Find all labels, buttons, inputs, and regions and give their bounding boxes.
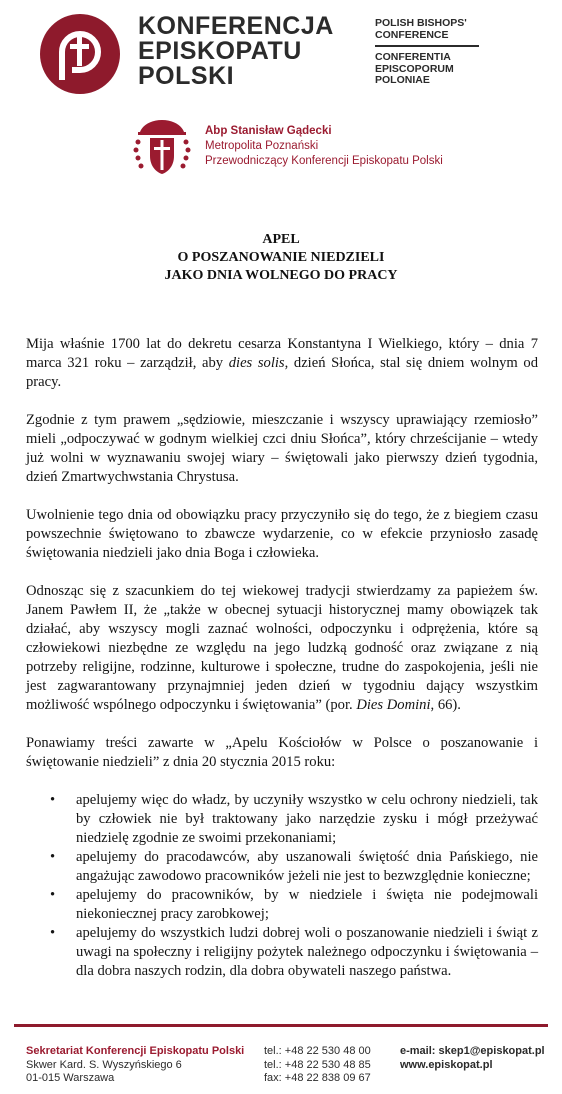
title-line: JAKO DNIA WOLNEGO DO PRACY xyxy=(164,268,398,283)
footer-street: Skwer Kard. S. Wyszyńskiego 6 xyxy=(26,1058,182,1071)
paragraph xyxy=(26,335,538,392)
coat-of-arms-icon xyxy=(132,116,192,178)
footer-fax: fax: +48 22 838 09 67 xyxy=(264,1072,371,1084)
paragraph-text: Odnosząc się z szacunkiem do tej wiekowej tradycji stwierdzamy za papieżem św. Janem Pawłem II, że „także w obecnej sytuacji historycznej mamy obowiązek tak działać, aby wszyscy mogli zaznać wolności, odpoczynku i odprężenia, które są człowiekowi niezbędne ze względu na jego ludzką godność oraz związane z nią potrzeby religijne, rodzinne, kulturowe i społeczne, trudne do zaspokojenia, jeśli nie jest zagwarantowany przynajmniej jeden dzień w tygodniu dający wszystkim możliwość wspólnego odpoczynku i świętowania” (por. xyxy=(26,583,538,713)
bullet-icon: • xyxy=(50,792,56,808)
paragraph: Uwolnienie tego dnia od obowiązku pracy przyczyniło się do tego, że z biegiem czasu powszechnie świętowano to zbawcze wydarzenie, co w efekcie przyniosło zasadę świętowania niedzieli jako dnia Boga i człowieka. xyxy=(26,507,538,561)
list-item xyxy=(26,848,538,886)
list-item-text: apelujemy do pracowników, by w niedziele i święta nie podejmowali niekoniecznej pracy zarobkowej; xyxy=(76,887,538,922)
footer-phones xyxy=(264,1045,371,1086)
conference-name-line: EPISKOPATU xyxy=(138,37,302,65)
document-title xyxy=(0,231,562,285)
bullet-icon: • xyxy=(50,925,56,941)
title-line: APEL xyxy=(262,232,300,247)
conference-name-line: KONFERENCJA xyxy=(138,12,334,40)
conference-name-line: POLSKI xyxy=(138,62,235,90)
footer-email-link[interactable]: e-mail: skep1@episkopat.pl xyxy=(400,1045,545,1057)
bullet-icon: • xyxy=(50,849,56,865)
paragraph: Ponawiamy treści zawarte w „Apelu Kościołów w Polsce o poszanowanie i świętowanie niedzieli” z dnia 20 stycznia 2015 roku: xyxy=(26,735,538,770)
appeal-list xyxy=(26,791,538,981)
divider xyxy=(375,45,479,47)
latin-phrase: dies solis xyxy=(228,355,285,371)
latin-name-line: CONFERENTIA xyxy=(375,51,451,63)
paragraph: Zgodnie z tym prawem „sędziowie, mieszczanie i wszyscy uprawiający rzemiosło” mieli „odpoczywać w godnym wielkiej czci dniu Słońca”, który chrześcijanie – wtedy już wolni w wyznawaniu swojej wiary – świętowali jako pierwszy dzień tygodnia, dzień Zmartwychwstania Chrystusa. xyxy=(26,412,538,485)
signatory-role: Metropolita Poznański xyxy=(205,140,319,152)
list-item xyxy=(26,924,538,981)
footer-phone: tel.: +48 22 530 48 00 xyxy=(264,1045,371,1057)
signatory-name: Abp Stanisław Gądecki xyxy=(205,125,332,137)
footer-org: Sekretariat Konferencji Episkopatu Polski xyxy=(26,1045,245,1057)
list-item-text: apelujemy więc do władz, by uczyniły wszystko w celu ochrony niedzieli, tak by człowiek nie był traktowany jako narzędzie zysku i mógł przeżywać niedzielę zgodnie ze swoimi przekonaniami; xyxy=(76,792,538,846)
latin-name-line: EPISCOPORUM xyxy=(375,62,454,75)
latin-name-line: POLONIAE xyxy=(375,74,430,86)
english-name-line: POLISH BISHOPS' xyxy=(375,17,467,29)
bullet-icon: • xyxy=(50,887,56,903)
conference-name xyxy=(138,14,334,89)
conference-logo-icon xyxy=(40,14,120,94)
footer-phone: tel.: +48 22 530 48 85 xyxy=(264,1058,371,1071)
paragraph-text: Mija właśnie 1700 lat do dekretu cesarza Konstantyna I Wielkiego, który – dnia 7 marca 321 roku – zarządził, aby xyxy=(26,336,538,371)
footer-contact xyxy=(400,1045,545,1072)
list-item-text: apelujemy do pracodawców, aby uszanowali świętość dnia Pańskiego, nie angażując zawodowo pracowników jeżeli nie jest to bezwzględnie konieczne; xyxy=(76,849,538,884)
title-line: O POSZANOWANIE NIEDZIELI xyxy=(177,250,385,265)
citation-title: Dies Domini xyxy=(356,697,431,713)
paragraph-text: , 66). xyxy=(430,697,461,713)
signatory-block xyxy=(205,124,443,169)
conference-name-translations xyxy=(375,18,479,87)
footer-address xyxy=(26,1045,244,1086)
paragraph xyxy=(26,582,538,715)
document-body xyxy=(26,335,538,981)
footer-web-link[interactable]: www.episkopat.pl xyxy=(400,1058,493,1071)
list-item xyxy=(26,791,538,848)
signatory-role: Przewodniczący Konferencji Episkopatu Polski xyxy=(205,155,443,167)
paragraph-text: , dzień Słońca, stal się dniem wolnym od pracy. xyxy=(26,355,539,390)
footer-city: 01-015 Warszawa xyxy=(26,1072,115,1084)
list-item-text: apelujemy do wszystkich ludzi dobrej woli o poszanowanie niedzieli i świąt z uwagi na społeczny i religijny pożytek należnego odpoczynku i świętowania – dla dobra naszych rodzin, dla dobra obywateli naszego państwa. xyxy=(76,925,538,979)
english-name-line: CONFERENCE xyxy=(375,28,449,41)
footer-divider xyxy=(14,1024,548,1027)
list-item xyxy=(26,886,538,924)
